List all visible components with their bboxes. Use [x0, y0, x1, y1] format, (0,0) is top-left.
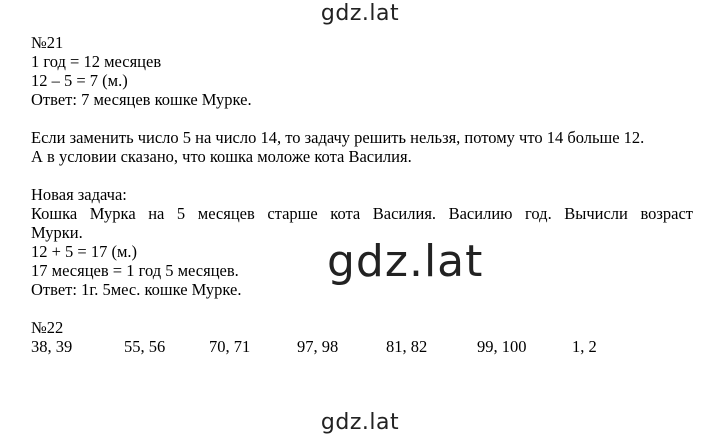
task-21-number: №21 — [31, 33, 64, 52]
sequence-pair: 99, 100 — [477, 337, 527, 356]
task-21-explanation-1: Если заменить число 5 на число 14, то задачу решить нельзя, потому что 14 больше 12. — [31, 128, 645, 147]
task-21-line-2: 12 – 5 = 7 (м.) — [31, 71, 128, 90]
spacer — [31, 109, 693, 128]
watermark-top: gdz.lat — [320, 1, 400, 26]
new-task-text-1: Кошка Мурка на 5 месяцев старше кота Василия. Василию год. Вычисли возраст — [31, 204, 693, 223]
new-task-heading: Новая задача: — [31, 185, 127, 204]
solution-line-2: 17 месяцев = 1 год 5 месяцев. — [31, 261, 239, 280]
watermark-middle: gdz.lat — [327, 236, 484, 287]
solution-line-1: 12 + 5 = 17 (м.) — [31, 242, 138, 261]
sequence-pair: 38, 39 — [31, 337, 73, 356]
task-22-number: №22 — [31, 318, 64, 337]
new-task-text-2: Мурки. — [31, 223, 83, 242]
document-body — [31, 33, 693, 356]
watermark-bottom: gdz.lat — [320, 410, 400, 435]
spacer — [31, 299, 693, 318]
sequence-pair: 70, 71 — [209, 337, 251, 356]
spacer — [31, 166, 693, 185]
task-21-line-1: 1 год = 12 месяцев — [31, 52, 162, 71]
sequence-pair: 97, 98 — [297, 337, 339, 356]
task-22-sequence — [31, 337, 693, 356]
sequence-pair: 81, 82 — [386, 337, 428, 356]
task-21-answer: Ответ: 7 месяцев кошке Мурке. — [31, 90, 252, 109]
task-21-explanation-2: А в условии сказано, что кошка моложе кота Василия. — [31, 147, 412, 166]
sequence-pair: 55, 56 — [124, 337, 166, 356]
solution-answer: Ответ: 1г. 5мес. кошке Мурке. — [31, 280, 242, 299]
sequence-pair: 1, 2 — [572, 337, 597, 356]
